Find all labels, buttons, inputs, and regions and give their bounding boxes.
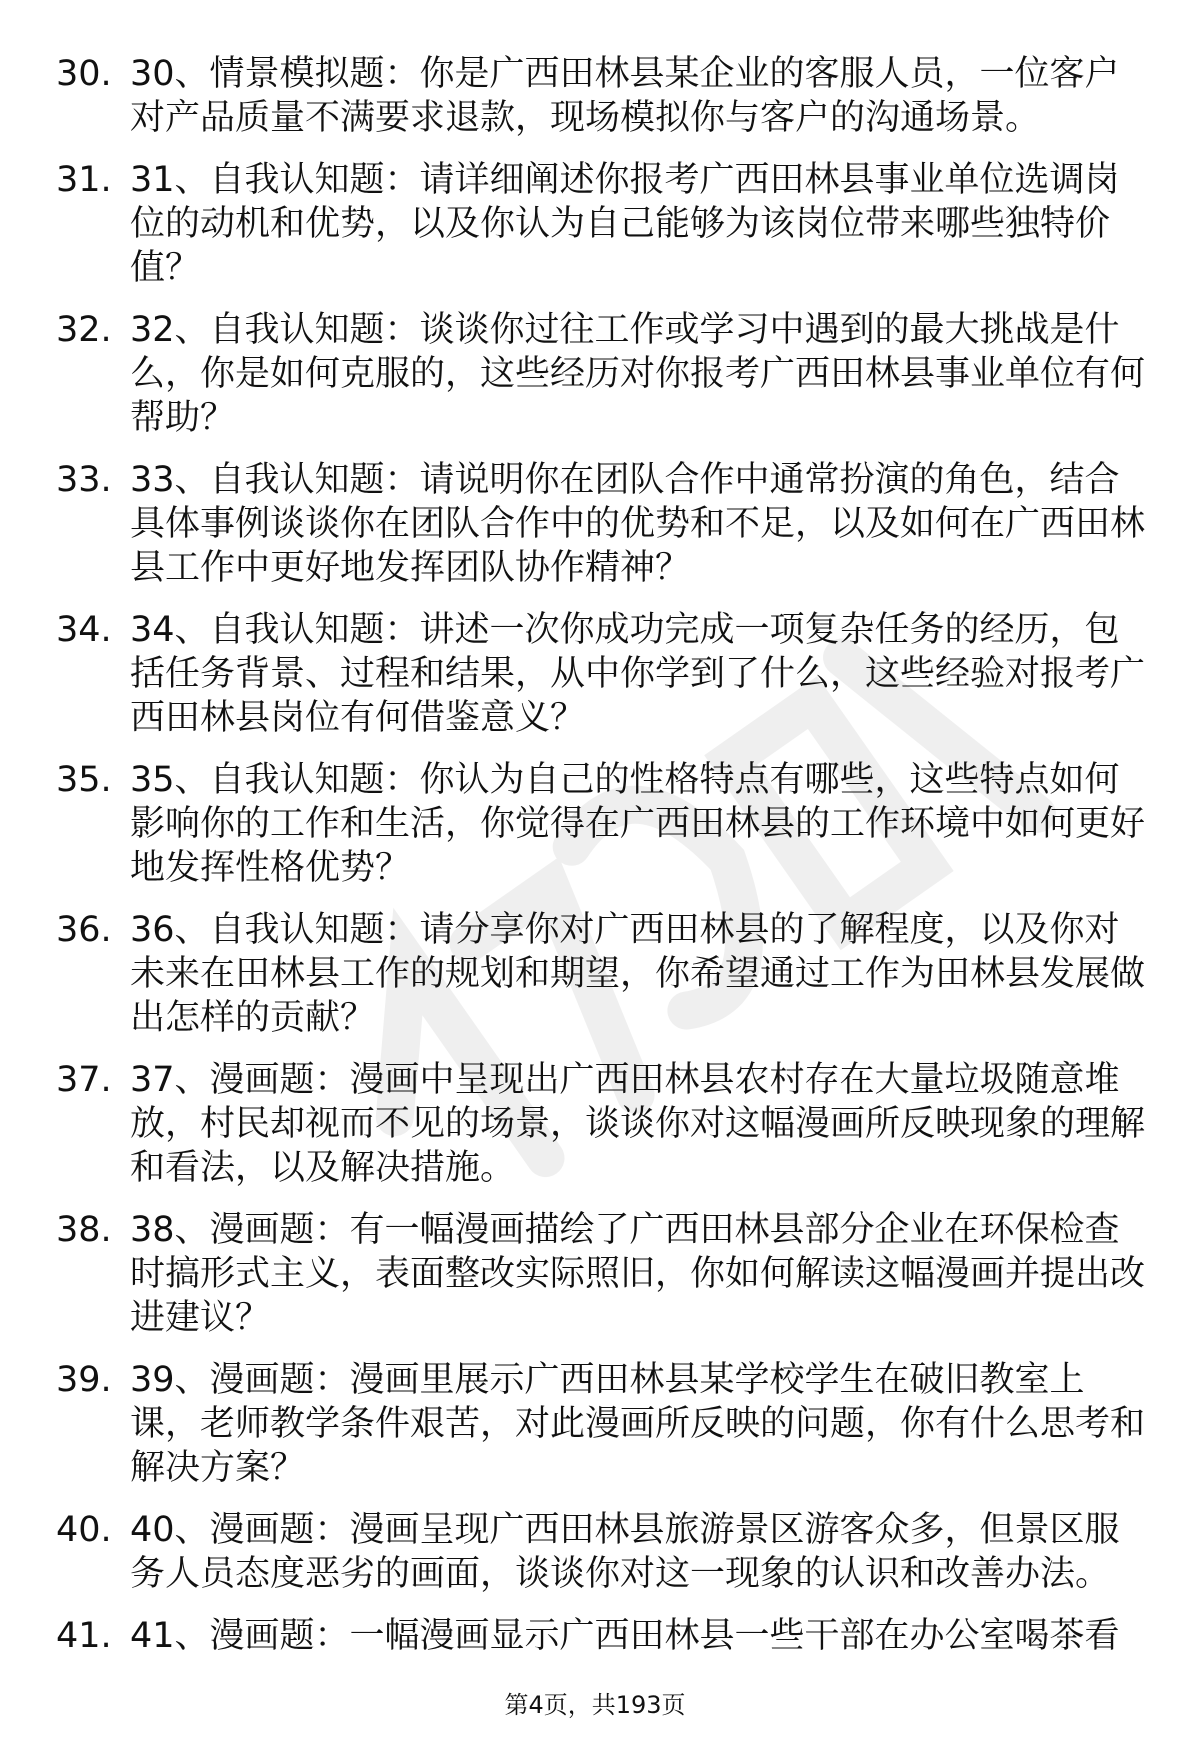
question-number: 36. — [56, 910, 112, 950]
question-number: 33. — [56, 460, 112, 500]
question-text: 36、自我认知题：请分享你对广西田林县的了解程度，以及你对未来在田林县工作的规划和期望，你希望通过工作为田林县发展做出怎样的贡献？ — [130, 910, 1146, 1038]
question-item — [56, 308, 1146, 440]
question-item — [56, 158, 1146, 290]
question-item — [56, 1058, 1146, 1190]
question-number: 30. — [56, 54, 112, 94]
question-text: 41、漫画题：一幅漫画显示广西田林县一些干部在办公室喝茶看 — [130, 1616, 1120, 1656]
page-number-label: 第4页，共193页 — [504, 1691, 686, 1719]
question-text: 32、自我认知题：谈谈你过往工作或学习中遇到的最大挑战是什么，你是如何克服的，这些经历对你报考广西田林县事业单位有何帮助？ — [130, 310, 1146, 438]
question-item — [56, 608, 1146, 740]
question-number: 37. — [56, 1060, 112, 1100]
question-text: 30、情景模拟题：你是广西田林县某企业的客服人员，一位客户对产品质量不满要求退款，现场模拟你与客户的沟通场景。 — [130, 54, 1120, 138]
question-text: 37、漫画题：漫画中呈现出广西田林县农村存在大量垃圾随意堆放，村民却视而不见的场景，谈谈你对这幅漫画所反映现象的理解和看法，以及解决措施。 — [130, 1060, 1146, 1188]
question-item — [56, 52, 1146, 140]
question-number: 34. — [56, 610, 112, 650]
question-text: 39、漫画题：漫画里展示广西田林县某学校学生在破旧教室上课，老师教学条件艰苦，对此漫画所反映的问题，你有什么思考和解决方案？ — [130, 1360, 1146, 1488]
question-number: 32. — [56, 310, 112, 350]
question-number: 39. — [56, 1360, 112, 1400]
question-number: 40. — [56, 1510, 112, 1550]
question-item — [56, 458, 1146, 590]
question-text: 33、自我认知题：请说明你在团队合作中通常扮演的角色，结合具体事例谈谈你在团队合作中的优势和不足，以及如何在广西田林县工作中更好地发挥团队协作精神？ — [130, 460, 1146, 588]
question-number: 38. — [56, 1210, 112, 1250]
question-number: 41. — [56, 1616, 112, 1656]
question-item — [56, 758, 1146, 890]
question-list — [56, 52, 1146, 1676]
question-text: 35、自我认知题：你认为自己的性格特点有哪些，这些特点如何影响你的工作和生活，你觉得在广西田林县的工作环境中如何更好地发挥性格优势？ — [130, 760, 1146, 888]
page-footer — [0, 1690, 1190, 1720]
question-item — [56, 1208, 1146, 1340]
question-item — [56, 908, 1146, 1040]
question-text: 38、漫画题：有一幅漫画描绘了广西田林县部分企业在环保检查时搞形式主义，表面整改实际照旧，你如何解读这幅漫画并提出改进建议？ — [130, 1210, 1146, 1338]
question-text: 31、自我认知题：请详细阐述你报考广西田林县事业单位选调岗位的动机和优势，以及你认为自己能够为该岗位带来哪些独特价值？ — [130, 160, 1120, 288]
question-item — [56, 1614, 1146, 1658]
question-item — [56, 1358, 1146, 1490]
question-text: 34、自我认知题：讲述一次你成功完成一项复杂任务的经历，包括任务背景、过程和结果，从中你学到了什么，这些经验对报考广西田林县岗位有何借鉴意义？ — [130, 610, 1146, 738]
question-text: 40、漫画题：漫画呈现广西田林县旅游景区游客众多，但景区服务人员态度恶劣的画面，谈谈你对这一现象的认识和改善办法。 — [130, 1510, 1120, 1594]
question-number: 35. — [56, 760, 112, 800]
question-number: 31. — [56, 160, 112, 200]
question-item — [56, 1508, 1146, 1596]
